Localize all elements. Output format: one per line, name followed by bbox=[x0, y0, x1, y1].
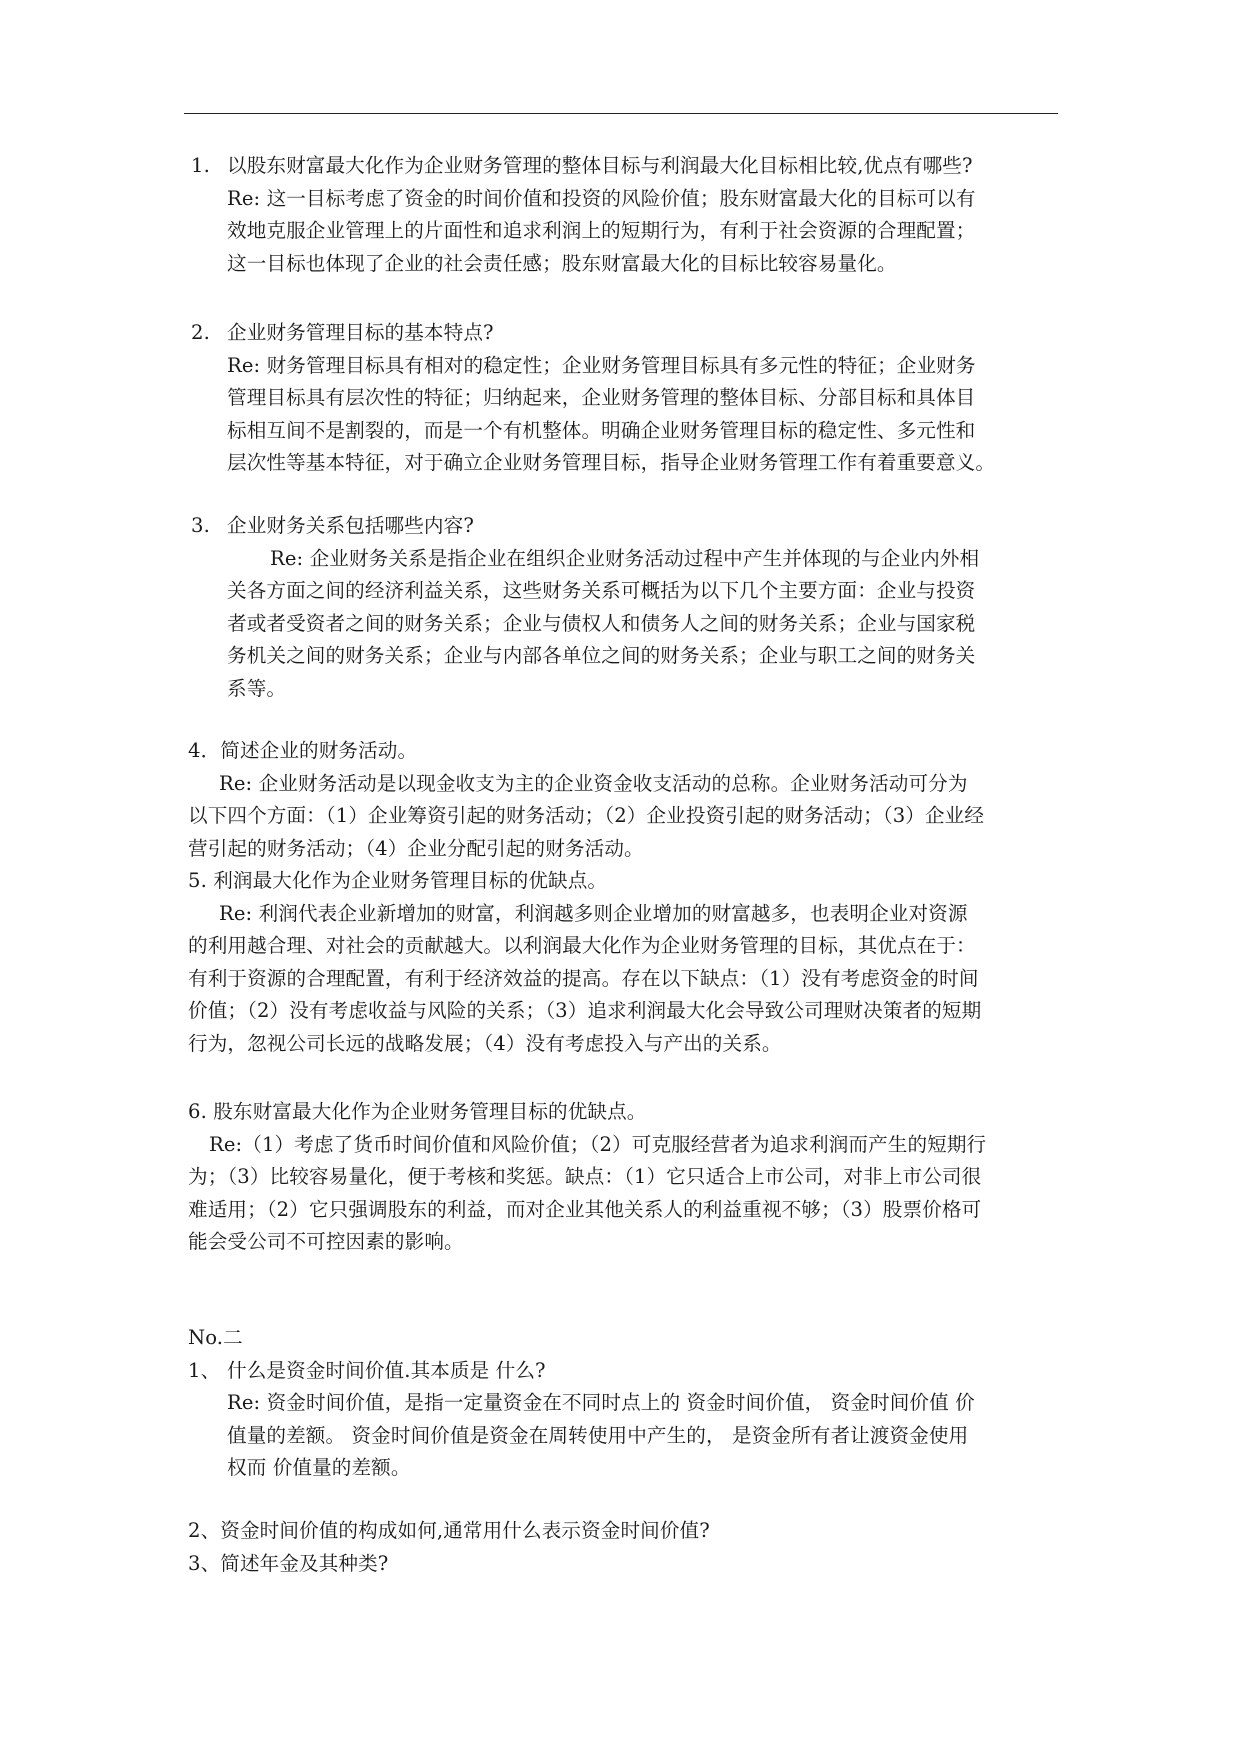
answer-line: 的利用越合理、对社会的贡献越大。以利润最大化作为企业财务管理的目标，其优点在于： bbox=[188, 934, 976, 957]
question-text: 企业财务管理目标的基本特点? bbox=[227, 321, 494, 344]
question-text: 6. 股东财富最大化作为企业财务管理目标的优缺点。 bbox=[188, 1100, 647, 1123]
question-3 bbox=[191, 510, 979, 705]
answer-line: 以下四个方面：（1）企业筹资引起的财务活动；（2）企业投资引起的财务活动；（3）企业经 bbox=[188, 804, 985, 827]
answer-line: Re: 企业财务关系是指企业在组织企业财务活动过程中产生并体现的与企业内外相 bbox=[270, 546, 980, 570]
answer-line: Re:（1）考虑了货币时间价值和风险价值；（2）可克服经营者为追求利润而产生的短期行 bbox=[209, 1132, 987, 1156]
question-text: 3、简述年金及其种类? bbox=[188, 1551, 389, 1575]
question-number: 1、 bbox=[188, 1358, 221, 1382]
answer-line: 系等。 bbox=[227, 676, 287, 700]
answer-line: 值量的差额。 资金时间价值是资金在周转使用中产生的， 是资金所有者让渡资金使用 bbox=[227, 1423, 969, 1447]
answer-line: 为；（3）比较容易量化，便于考核和奖惩。缺点：（1）它只适合上市公司，对非上市公司很 bbox=[188, 1165, 982, 1188]
answer-line: 难适用；（2）它只强调股东的利益，而对企业其他关系人的利益重视不够；（3）股票价格可 bbox=[188, 1197, 982, 1221]
answer-line: 层次性等基本特征，对于确立企业财务管理目标，指导企业财务管理工作有着重要意义。 bbox=[227, 451, 996, 474]
part-2-questions bbox=[188, 1515, 710, 1580]
question-1 bbox=[191, 150, 976, 280]
question-5-text: 5. 利润最大化作为企业财务管理目标的优缺点。 bbox=[188, 869, 608, 892]
answer-line: 这一目标也体现了企业的社会责任感；股东财富最大化的目标比较容易量化。 bbox=[227, 251, 897, 275]
question-text: 4．简述企业的财务活动。 bbox=[188, 739, 418, 762]
answer-line: Re: 财务管理目标具有相对的稳定性；企业财务管理目标具有多元性的特征；企业财务 bbox=[227, 353, 976, 377]
question-number: 2. bbox=[191, 321, 210, 344]
question-6 bbox=[188, 1096, 986, 1259]
answer-line: 管理目标具有层次性的特征；归纳起来，企业财务管理的整体目标、分部目标和具体目 bbox=[227, 386, 976, 409]
answer-line: 能会受公司不可控因素的影响。 bbox=[188, 1230, 464, 1253]
question-text: 企业财务关系包括哪些内容? bbox=[227, 514, 474, 537]
answer-line: 标相互间不是割裂的，而是一个有机整体。明确企业财务管理目标的稳定性、多元性和 bbox=[227, 418, 976, 442]
question-number: 3. bbox=[191, 514, 210, 537]
answer-line: 有利于资源的合理配置，有利于经济效益的提高。存在以下缺点：（1）没有考虑资金的时间 bbox=[188, 966, 979, 990]
header-rule bbox=[184, 113, 1058, 114]
question-text: 以股东财富最大化作为企业财务管理的整体目标与利润最大化目标相比较,优点有哪些? bbox=[227, 154, 973, 177]
answer-line: 关各方面之间的经济利益关系，这些财务关系可概括为以下几个主要方面：企业与投资 bbox=[227, 579, 976, 602]
answer-line: 权而 价值量的差额。 bbox=[227, 1456, 411, 1479]
answer-line: 务机关之间的财务关系；企业与内部各单位之间的财务关系；企业与职工之间的财务关 bbox=[227, 644, 976, 667]
question-text: 2、资金时间价值的构成如何,通常用什么表示资金时间价值? bbox=[188, 1519, 710, 1542]
question-4 bbox=[188, 735, 984, 1060]
answer-line: Re: 这一目标考虑了资金的时间价值和投资的风险价值；股东财富最大化的目标可以有 bbox=[227, 186, 976, 210]
answer-line: 价值；（2）没有考虑收益与风险的关系；（3）追求利润最大化会导致公司理财决策者的短期 bbox=[188, 999, 982, 1022]
answer-line: 行为，忽视公司长远的战略发展；（4）没有考虑投入与产出的关系。 bbox=[188, 1031, 782, 1055]
answer-line: 效地克服企业管理上的片面性和追求利润上的短期行为，有利于社会资源的合理配置； bbox=[227, 219, 976, 242]
question-2 bbox=[191, 317, 995, 480]
answer-line: 营引起的财务活动；（4）企业分配引起的财务活动。 bbox=[188, 836, 644, 860]
answer-line: Re: 资金时间价值，是指一定量资金在不同时点上的 资金时间价值， 资金时间价值 价 bbox=[227, 1391, 975, 1414]
section-heading: No.二 bbox=[188, 1326, 243, 1349]
question-text: 什么是资金时间价值.其本质是 什么? bbox=[227, 1358, 546, 1382]
question-number: 1. bbox=[191, 154, 210, 177]
answer-line: 者或者受资者之间的财务关系；企业与债权人和债务人之间的财务关系；企业与国家税 bbox=[227, 611, 976, 635]
answer-line: Re: 企业财务活动是以现金收支为主的企业资金收支活动的总称。企业财务活动可分为 bbox=[219, 771, 968, 795]
answer-line: Re: 利润代表企业新增加的财富，利润越多则企业增加的财富越多，也表明企业对资源 bbox=[219, 901, 968, 925]
part-2 bbox=[188, 1322, 975, 1485]
